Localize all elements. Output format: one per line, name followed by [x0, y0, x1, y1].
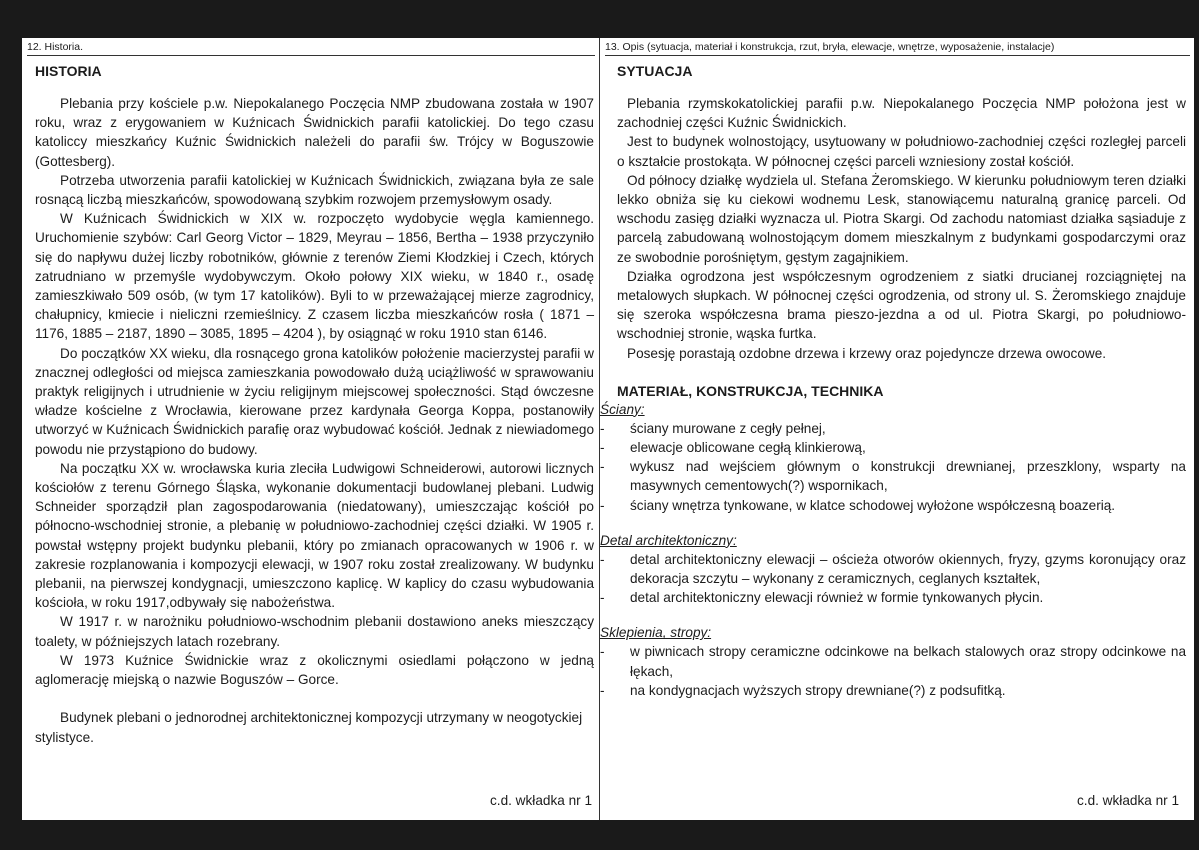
situation-paragraph: Posesję porastają ozdobne drzewa i krzewy oraz pojedyncze drzewa owocowe. [627, 345, 1107, 361]
vaults-label: Sklepienia, stropy: [600, 625, 712, 641]
description-column [600, 38, 1194, 820]
walls-list [617, 419, 1186, 515]
list-item: - ściany murowane z cegły pełnej, [600, 419, 1186, 438]
history-paragraph: W Kuźnicach Świdnickich w XIX w. rozpoczęto wydobycie węgla kamiennego. Uruchomienie szybów: Carl Georg Victor – 1829, Meyrau – 1856, Bertha – 1938 przyczyniło się do napływu dużej liczby robotników, głównie z terenów Ziemi Kłodzkiej i Czech, których zatrudniano w przemyśle wydobywczym. Około połowy XIX wieku, w 1840 r., osadę zamieszkiwało 509 osób, (w tym 17 katolików). Byli to w przeważającej mierze zagrodnicy, chałupnicy, kmiecie i nieliczni rzemieślnicy. Z czasem liczba mieszkańców rosła ( 1871 – 1176, 1885 – 2187, 1890 – 3085, 1895 – 4204 ), by osiągnąć w roku 1910 stan 6146. [35, 211, 594, 342]
description-section-number: 13. Opis (sytuacja, materiał i konstrukcja, rzut, bryła, elewacje, wnętrze, wyposażenie, instalacje) [605, 41, 1190, 56]
continued-note: c.d. wkładka nr 1 [1077, 793, 1179, 808]
list-item: - ściany wnętrza tynkowane, w klatce schodowej wyłożone współczesną boazerią. [600, 496, 1186, 515]
situation-paragraph: Plebania rzymskokatolickiej parafii p.w. Niepokalanego Poczęcia NMP położona jest w zachodniej części Kuźnic Świdnickich. [617, 96, 1186, 131]
situation-paragraph: Od północy działkę wydziela ul. Stefana Żeromskiego. W kierunku południowym teren działki lekko obniża się ku ciekowi wodnemu Lesk, stanowiącemu naturalną granicę parceli. Od wschodu zasięg działki wyznacza ul. Piotra Skargi. Od zachodu natomiast działka sąsiaduje z parcelą zabudowaną wolnostojącym domem mieszkalnym z budynkami gospodarczymi oraz ze swobodnie porośniętym, gęstym zagajnikiem. [617, 172, 1186, 265]
list-item: - wykusz nad wejściem głównym o konstrukcji drewnianej, przeszklony, wsparty na masywnych cementowych(?) wspornikach, [600, 457, 1186, 495]
description-text [600, 94, 1186, 700]
vaults-list [617, 642, 1186, 700]
continued-note: c.d. wkładka nr 1 [490, 793, 592, 808]
situation-title: SYTUACJA [617, 63, 693, 79]
history-section-number: 12. Historia. [27, 41, 595, 56]
list-item: - w piwnicach stropy ceramiczne odcinkowe na belkach stalowych oraz stropy odcinkowe na łękach, [600, 642, 1186, 680]
list-item: - na kondygnacjach wyższych stropy drewniane(?) z podsufitką. [600, 681, 1186, 700]
list-item: - elewacje oblicowane cegłą klinkierową, [600, 438, 1186, 457]
history-paragraph: Plebania przy kościele p.w. Niepokalanego Poczęcia NMP zbudowana została w 1907 roku, wraz z erygowaniem w Kuźnicach Świdnickich parafii katolickiej. Do tego czasu katoliccy mieszkańcy Kuźnic Świdnickich należeli do parafii św. Trójcy w Boguszowie (Gottesberg). [35, 96, 594, 169]
situation-paragraph: Działka ogrodzona jest współczesnym ogrodzeniem z siatki drucianej rozciągniętej na metalowych słupkach. W północnej części ogrodzenia, od strony ul. S. Żeromskiego znajduje się szeroka współczesna brama pieszo-jezdna a od ul. Piotra Skargi, po południowo-wschodniej stronie, wąska furtka. [617, 268, 1186, 342]
list-item: - detal architektoniczny elewacji również w formie tynkowanych płycin. [600, 588, 1186, 607]
detail-label: Detal architektoniczny: [600, 532, 737, 548]
history-paragraph: W 1973 Kuźnice Świdnickie wraz z okolicznymi osiedlami połączono w jedną aglomerację miejską o nazwie Boguszów – Gorce. [35, 652, 594, 688]
material-section-title: MATERIAŁ, KONSTRUKCJA, TECHNIKA [617, 382, 884, 399]
history-title: HISTORIA [35, 63, 102, 79]
history-paragraph: Budynek plebani o jednorodnej architektonicznej kompozycji utrzymany w neogotyckiej stylistyce. [35, 710, 583, 745]
list-item: - detal architektoniczny elewacji – ościeża otworów okiennych, fryzy, gzyms koronujący oraz dekoracja szczytu – wykonany z ceramicznych, ceglanych kształtek, [600, 550, 1186, 588]
document-sheet [22, 38, 1194, 820]
history-paragraph: Do początków XX wieku, dla rosnącego grona katolików położenie macierzystej parafii w znacznej odległości od miejsca zamieszkania powodowało dużą uciążliwość w sprawowaniu praktyk religijnych i utrudnienie w życiu religijnym miejscowej społeczności. Stąd ówczesne władze kościelne z Wrocławia, kierowane przez kardynała Georga Koppa, postanowiły utworzyć w Kuźnicach Świdnickich parafię oraz wybudować kościół. Jednak z niewiadomego powodu nie przystąpiono do budowy. [35, 345, 594, 457]
history-paragraph: Na początku XX w. wrocławska kuria zleciła Ludwigowi Schneiderowi, autorowi licznych kościołów z terenu Górnego Śląska, wykonanie dokumentacji budowlanej plebani. Ludwig Schneider sporządził plan zagospodarowania (niedatowany), umieszczając kościół po północno-wschodniej stronie, a plebanię w południowo-zachodniej części działki. W 1905 r. powstał wstępny projekt budynku plebanii, który po zmianach opracowanych w 1906 r. w zakresie rozplanowania i kompozycji elewacji, w 1907 roku został zrealizowany. W budynku plebanii, na pierwszej kondygnacji, umieszczono kaplicę. W kaplicy do czasu wybudowania kościoła, w roku 1917,odbywały się nabożeństwa. [35, 460, 594, 611]
history-paragraph: W 1917 r. w narożniku południowo-wschodnim plebanii dostawiono aneks mieszczący toalety, w późniejszych latach rozebrany. [35, 614, 594, 649]
history-text [35, 94, 594, 747]
history-paragraph: Potrzeba utworzenia parafii katolickiej w Kuźnicach Świdnickich, związana była ze sale rosnącą liczbą mieszkańców, spowodowaną szybkim rozwojem przemysłowym osady. [35, 172, 594, 208]
walls-label: Ściany: [600, 401, 645, 417]
detail-list [617, 550, 1186, 608]
situation-paragraph: Jest to budynek wolnostojący, usytuowany w południowo-zachodniej części rozległej parceli o kształcie prostokąta. W północnej części parceli wzniesiony został kościół. [617, 134, 1186, 169]
history-column [22, 38, 600, 820]
